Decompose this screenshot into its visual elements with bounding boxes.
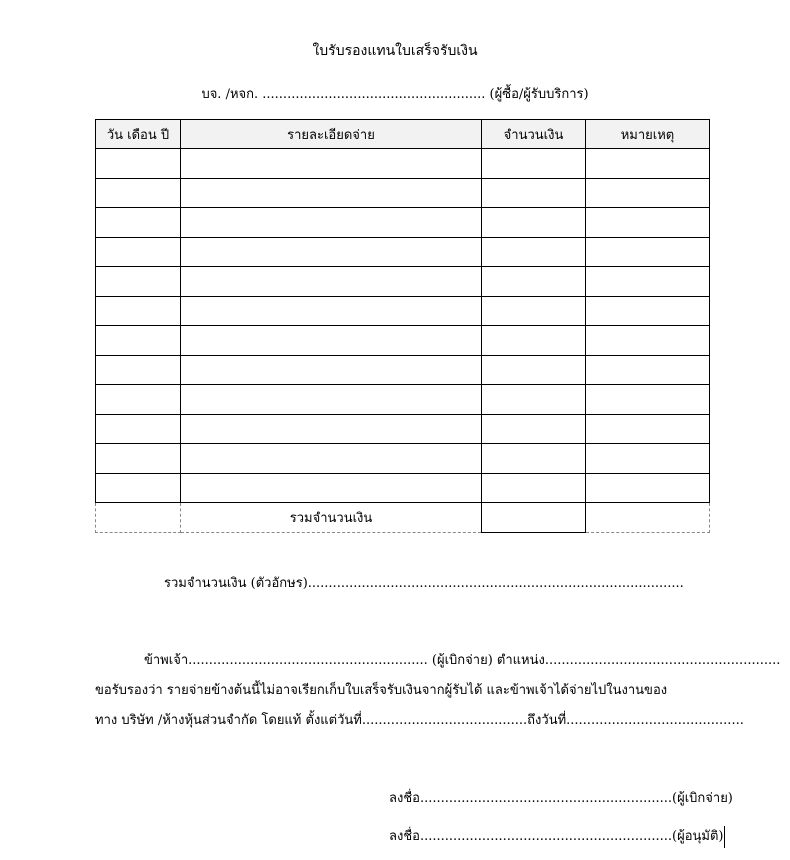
amount-cell[interactable]: [482, 355, 586, 385]
details-cell[interactable]: [181, 326, 482, 356]
details-cell[interactable]: [181, 444, 482, 474]
amount-cell[interactable]: [482, 473, 586, 503]
remarks-cell[interactable]: [586, 355, 710, 385]
amount-cell[interactable]: [482, 149, 586, 179]
amount-cell[interactable]: [482, 208, 586, 238]
declaration-line-3: ทาง บริษัท /ห้างหุ้นส่วนจำกัด โดยแท้ ตั้งแต่วันที่........................................ถึงวันที่...........................................: [95, 713, 744, 728]
total-row-blank: [96, 503, 181, 533]
remarks-cell[interactable]: [586, 444, 710, 474]
text-cursor: [724, 826, 725, 848]
signature-approver-wrap: [389, 825, 725, 848]
header-remarks: หมายเหตุ: [586, 120, 710, 149]
amount-cell[interactable]: [482, 444, 586, 474]
remarks-cell[interactable]: [586, 296, 710, 326]
amount-cell[interactable]: [482, 237, 586, 267]
total-row: [96, 503, 710, 533]
date-cell[interactable]: [96, 385, 181, 415]
table-row: [96, 385, 710, 415]
declaration-line-1: ข้าพเจ้า.......................................................... (ผู้เบิกจ่าย) ตำแหน่ง.........................................................: [144, 653, 781, 668]
total-in-words-line: รวมจำนวนเงิน (ตัวอักษร)...........................................................................................: [164, 576, 684, 591]
remarks-cell[interactable]: [586, 178, 710, 208]
date-cell[interactable]: [96, 326, 181, 356]
remarks-cell[interactable]: [586, 326, 710, 356]
table-row: [96, 326, 710, 356]
date-cell[interactable]: [96, 444, 181, 474]
company-line: บจ. /หจก. ...................................................... (ผู้ซื้อ/ผู้รับบริการ): [201, 87, 589, 102]
remarks-cell[interactable]: [586, 414, 710, 444]
remarks-cell[interactable]: [586, 473, 710, 503]
amount-cell[interactable]: [482, 267, 586, 297]
date-cell[interactable]: [96, 296, 181, 326]
details-cell[interactable]: [181, 208, 482, 238]
details-cell[interactable]: [181, 355, 482, 385]
signature-approver: ลงชื่อ.............................................................(ผู้อนุมัติ): [389, 829, 724, 844]
details-cell[interactable]: [181, 267, 482, 297]
table-row: [96, 267, 710, 297]
table-body: [96, 149, 710, 503]
table-row: [96, 473, 710, 503]
details-cell[interactable]: [181, 237, 482, 267]
date-cell[interactable]: [96, 414, 181, 444]
total-label: รวมจำนวนเงิน: [181, 503, 482, 533]
document-title: ใบรับรองแทนใบเสร็จรับเงิน: [312, 43, 478, 59]
remarks-cell[interactable]: [586, 385, 710, 415]
total-amount-cell[interactable]: [482, 503, 586, 533]
header-amount: จำนวนเงิน: [482, 120, 586, 149]
amount-cell[interactable]: [482, 385, 586, 415]
signature-payer: ลงชื่อ.............................................................(ผู้เบิกจ่าย): [389, 791, 733, 806]
amount-cell[interactable]: [482, 326, 586, 356]
table-row: [96, 296, 710, 326]
table-row: [96, 414, 710, 444]
date-cell[interactable]: [96, 149, 181, 179]
expense-table: [95, 119, 710, 533]
table-header-row: [96, 120, 710, 149]
declaration-line-2: ขอรับรองว่า รายจ่ายข้างต้นนี้ไม่อาจเรียกเก็บใบเสร็จรับเงินจากผู้รับได้ และข้าพเจ้าได้จ่ายไปในงานของ: [95, 683, 668, 698]
remarks-cell[interactable]: [586, 208, 710, 238]
table-row: [96, 444, 710, 474]
date-cell[interactable]: [96, 473, 181, 503]
amount-cell[interactable]: [482, 178, 586, 208]
date-cell[interactable]: [96, 178, 181, 208]
amount-cell[interactable]: [482, 296, 586, 326]
remarks-cell[interactable]: [586, 237, 710, 267]
table-row: [96, 237, 710, 267]
total-remarks-blank: [586, 503, 710, 533]
header-details: รายละเอียดจ่าย: [181, 120, 482, 149]
details-cell[interactable]: [181, 296, 482, 326]
date-cell[interactable]: [96, 208, 181, 238]
amount-cell[interactable]: [482, 414, 586, 444]
table-row: [96, 208, 710, 238]
details-cell[interactable]: [181, 149, 482, 179]
remarks-cell[interactable]: [586, 267, 710, 297]
date-cell[interactable]: [96, 355, 181, 385]
date-cell[interactable]: [96, 237, 181, 267]
table-row: [96, 149, 710, 179]
details-cell[interactable]: [181, 178, 482, 208]
details-cell[interactable]: [181, 414, 482, 444]
table-row: [96, 355, 710, 385]
header-date: วัน เดือน ปี: [96, 120, 181, 149]
date-cell[interactable]: [96, 267, 181, 297]
details-cell[interactable]: [181, 473, 482, 503]
table-row: [96, 178, 710, 208]
details-cell[interactable]: [181, 385, 482, 415]
remarks-cell[interactable]: [586, 149, 710, 179]
